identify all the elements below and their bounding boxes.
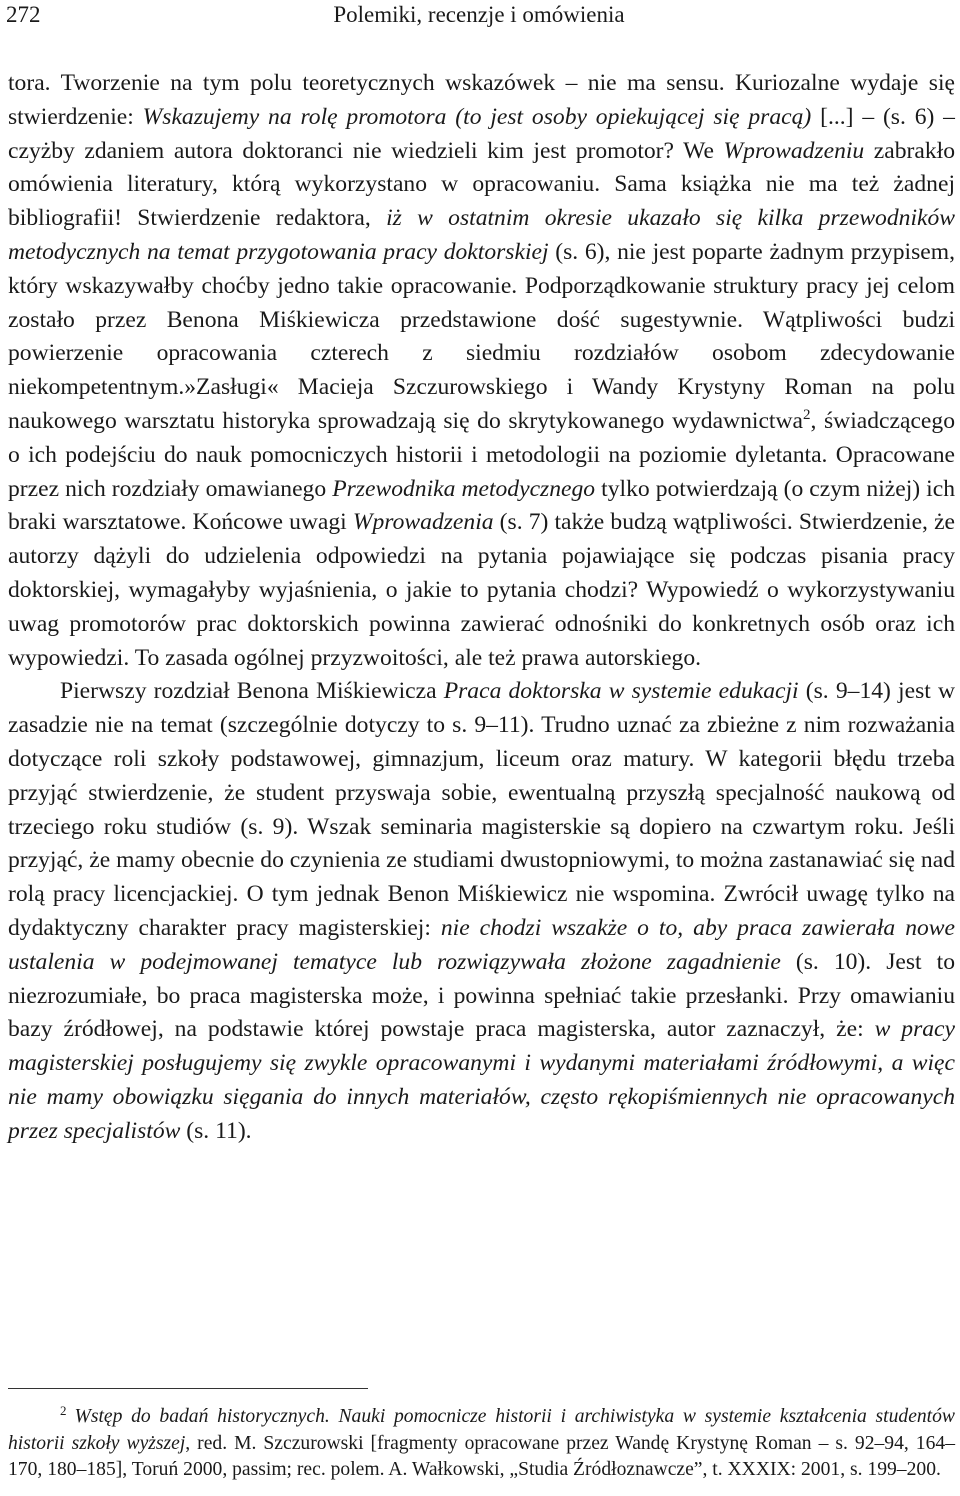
quotation-italic: iż w ostatnim okresie ukazało się kilka przewodników metodycznych na temat przygotowania pracy doktorskiej [8, 205, 956, 265]
footnote-ref[interactable]: 2 [802, 406, 811, 423]
text-run: (s. 6), nie jest poparte żadnym przypisem, który wskazywałby choćby jedno takie opracowanie. Podporządkowanie struktury pracy jej celom zostało przez Benona Miśkiewicza przedstawione dość sugestywnie. Wątpliwości budzi powierzenie opracowania czterech z siedmiu rozdziałów osobom zdecydowanie niekompetentnym.»Zasługi« Macieja Szczurowskiego i Wandy Krystyny Roman na polu naukowego warsztatu historyka sprowadzają się do skrytykowanego wydawnictwa [8, 238, 955, 434]
title-italic: Wprowadzenia [352, 509, 494, 536]
text-run: (s. 7) także budzą wątpliwości. Stwierdzenie, że autorzy dążyli do udzielenia odpowiedzi na pytania pojawiające się podczas pisania pracy doktorskiej, wymagałyby wyjaśnienia, o jakie to pytania chodzi? Wypowiedź o wykorzystywaniu uwag promotorów prac doktorskich powinna zawierać odnośniki do konkretnych osób oraz ich wypowiedzi. To zasada ogólnej przyzwoitości, ale też prawa autorskiego. [8, 509, 956, 671]
title-italic: Praca doktorska w systemie edukacji [443, 678, 799, 705]
paragraph [8, 675, 955, 1148]
text-run: Pierwszy rozdział Benona Miśkiewicza [60, 678, 444, 705]
page-number: 272 [6, 2, 41, 27]
title-italic: Przewodnika metodycznego [332, 475, 596, 502]
paragraph [8, 67, 955, 675]
quotation-italic: Wskazujemy na rolę promotora (to jest osoby opiekującej się pracą) [142, 103, 812, 130]
running-title: Polemiki, recenzje i omówienia [333, 2, 625, 27]
text-run: (s. 10). Jest to niezrozumiałe, bo praca magisterska może, i powinna spełniać takie przesłanki. Przy omawianiu bazy źródłowej, na podstawie której powstaje praca magisterska, autor zaznaczył, że: [8, 948, 955, 1043]
text-run: (s. 11). [180, 1117, 252, 1144]
title-italic: Wstęp do badań historycznych. Nauki pomocnicze historii i archiwistyka w systemie kształcenia studentów historii szkoły wyższej [8, 1406, 955, 1454]
quotation-italic: w pracy magisterskiej posługujemy się zwykle opracowanymi i wydanymi materiałami źródłowymi, a więc nie mamy obowiązku sięgania do innych materiałów, często rękopiśmiennych nie opracowanych przez specjalistów [8, 1016, 956, 1144]
title-italic: Wprowadzeniu [723, 137, 865, 164]
text-run: [...] – (s. 6) – czyżby zdaniem autora doktoranci nie wiedzieli kim jest promotor? We [8, 103, 955, 164]
quotation-italic: nie chodzi wszakże o to, aby praca zawierała nowe ustalenia w podejmowanej tematyce lub rozwiązywała złożone zagadnienie [8, 914, 955, 975]
text-run: tylko potwierdzają (o czym niżej) ich braki warsztatowe. Końcowe uwagi [8, 475, 956, 536]
text-run: zabrakło omówienia literatury, którą wykorzystano w opracowaniu. Sama książka nie ma też żadnej bibliografii! Stwierdzenie redaktora, [8, 137, 955, 232]
footnote-divider [8, 1388, 368, 1389]
main-text [8, 67, 955, 1149]
text-run: (s. 9–14) jest w zasadzie nie na temat (szczególnie dotyczy to s. 9–11). Trudno uznać za zbieżne z nim rozważania dotyczące roli szkoły podstawowej, gimnazjum, liceum oraz matury. W kategorii błędu trzeba przyjąć stwierdzenie, że student przyswaja sobie, ewentualną przyszłą specjalność naukową od trzeciego roku studiów (s. 9). Wszak seminaria magisterskie są dopiero na czwartym roku. Jeśli przyjąć, że mamy obecnie do czynienia ze studiami dwustopniowymi, to można zastanawiać się nad rolą pracy licencjackiej. O tym jednak Benon Miśkiewicz nie wspomina. Zwrócił uwagę tylko na dydaktyczny charakter pracy magisterskiej: [8, 678, 955, 941]
page-header [6, 2, 952, 32]
footnote [8, 1404, 955, 1484]
footnote-number: 2 [60, 1403, 67, 1418]
text-run: , red. M. Szczurowski [fragmenty opracowane przez Wandę Krystynę Roman – s. 92–94, 164–170, 180–185], Toruń 2000, passim; rec. polem. A. Wałkowski, „Studia Źródłoznawcze”, t. XXXIX: 2001, s. 199–200. [8, 1432, 955, 1480]
text-run: , świadczącego o ich podejściu do nauk pomocniczych historii i metodologii na poziomie dyletanta. Opracowane przez nich rozdziały omawianego [8, 407, 955, 502]
text-run: tora. Tworzenie na tym polu teoretycznych wskazówek – nie ma sensu. Kuriozalne wydaje się stwierdzenie: [8, 70, 955, 130]
